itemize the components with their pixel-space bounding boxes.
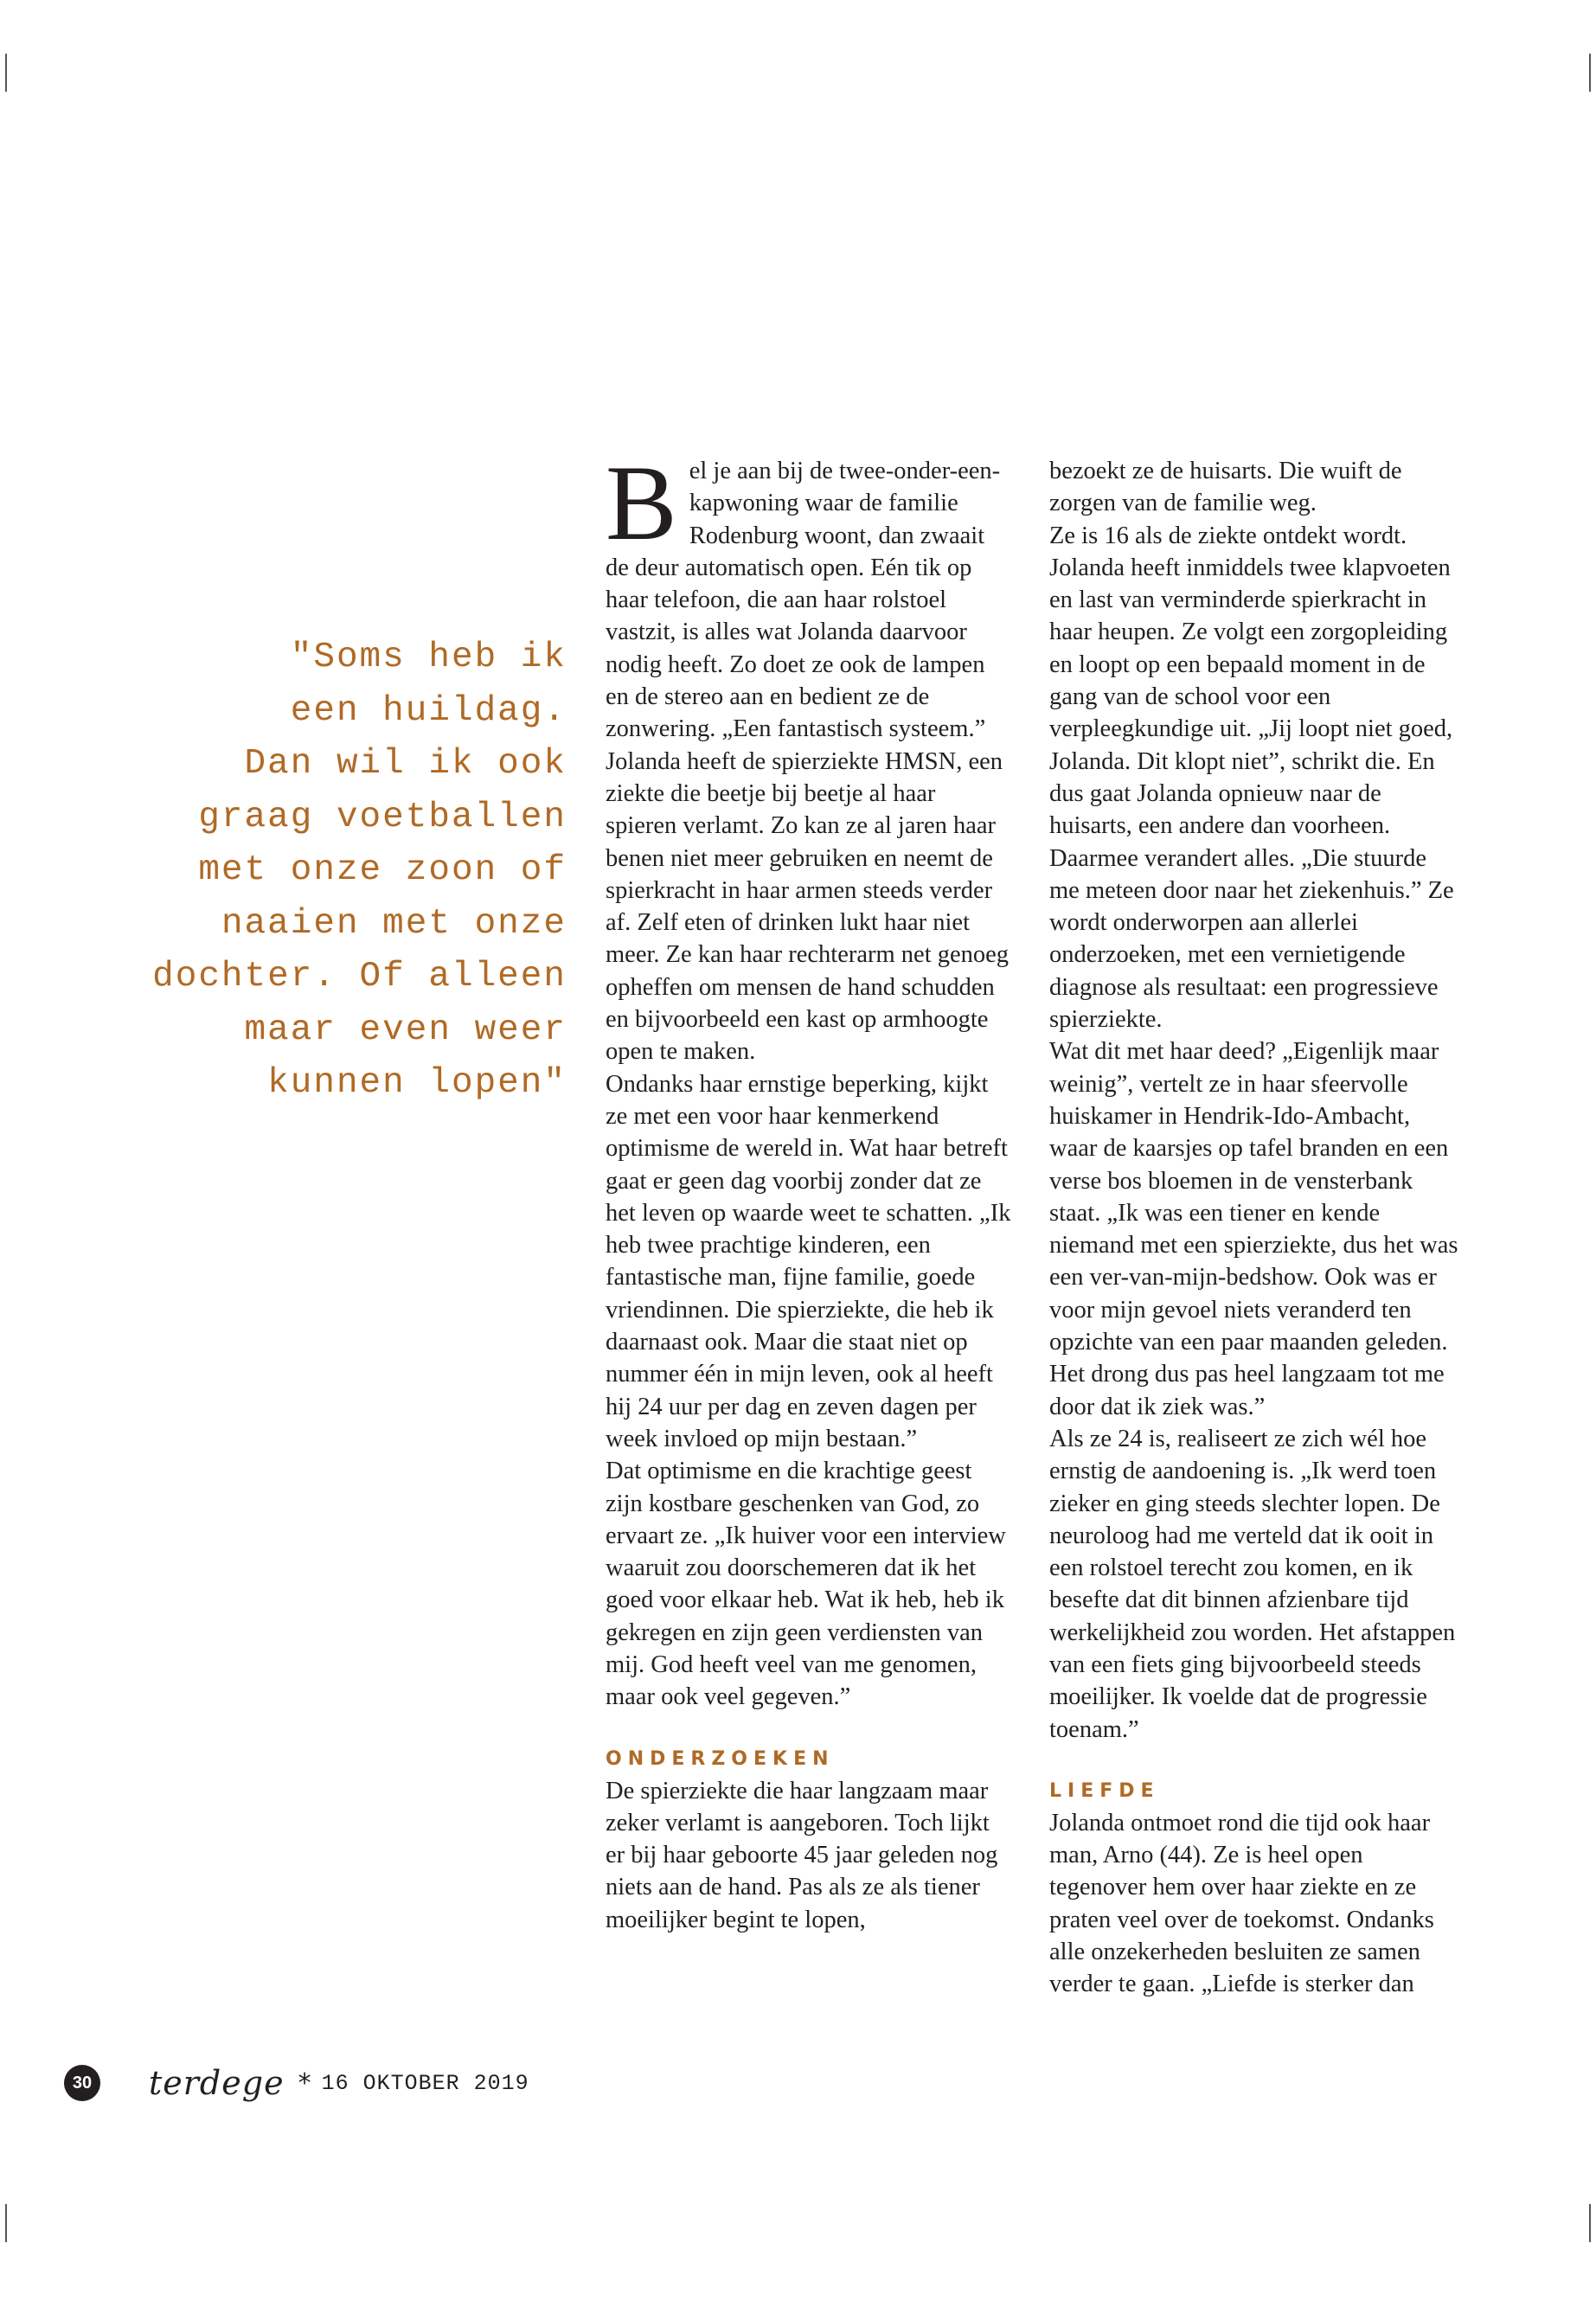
pull-quote-line: naaien met onze <box>221 903 567 944</box>
intro-paragraph <box>606 444 1012 1068</box>
drop-cap: B <box>606 444 677 562</box>
section-heading-onderzoeken: ONDERZOEKEN <box>606 1747 835 1770</box>
pull-quote-line: een huildag. <box>290 690 567 731</box>
body-paragraph: Wat dit met haar deed? „Eigenlijk maar weinig”, vertelt ze in haar sfeervolle huiskamer in Hendrik-Ido-Ambacht, waar de kaarsjes op tafel branden en een verse bos bloemen in de vensterbank staat. „Ik was een tiener en kende niemand met een spierziekte, dus het was een ver-van-mijn-bedshow. Ook was er voor mijn gevoel niets veranderd ten opzichte van een paar maanden geleden. Het drong dus pas heel langzaam tot me door dat ik ziek was.” <box>1049 1038 1458 1420</box>
body-paragraph: Ze is 16 als de ziekte ontdekt wordt. Jolanda heeft inmiddels twee klapvoeten en last van verminderde spierkracht in haar heupen. Ze volgt een zorgopleiding en loopt op een bepaald moment in de gang van de school voor een verpleegkundige uit. „Jij loopt niet goed, Jolanda. Dit klopt niet”, schrikt die. En dus gaat Jolanda opnieuw naar de huisarts, een andere dan voorheen. Daarmee verandert alles. „Die stuurde me meteen door naar het ziekenhuis.” Ze wordt onderworpen aan allerlei onderzoeken, met een vernietigende diagnose als resultaat: een progressieve spierziekte. <box>1049 522 1454 1034</box>
intro-text: el je aan bij de twee-onder-een-kapwoning waar de familie Rodenburg woont, dan zwaait de deur automatisch open. Eén tik op haar telefoon, die aan haar rolstoel vastzit, is alles wat Jolanda daarvoor nodig heeft. Zo doet ze ook de lampen en de stereo aan en bedient ze de zonwering. „Een fantastisch systeem.” Jolanda heeft de spierziekte HMSN, een ziekte die beetje bij beetje al haar spieren verlamt. Zo kan ze al jaren haar benen niet meer gebruiken en neemt de spierkracht in haar armen steeds verder af. Zelf eten of drinken lukt haar niet meer. Ze kan haar rechterarm net genoeg opheffen om mensen de hand schudden en bijvoorbeeld een kast op armhoogte open te maken. <box>606 458 1010 1066</box>
pull-quote <box>130 631 567 1111</box>
section-heading-liefde: LIEFDE <box>1049 1779 1160 1802</box>
pull-quote-line: graag voetballen <box>198 797 567 837</box>
page-footer <box>64 2061 529 2105</box>
body-paragraph: bezoekt ze de huisarts. Die wuift de zorgen van de familie weg. <box>1049 458 1402 517</box>
pull-quote-line: Dan wil ik ook <box>244 744 567 784</box>
crop-mark-top-right <box>1589 54 1591 92</box>
pull-quote-line: kunnen lopen" <box>267 1063 567 1103</box>
article-column-1 <box>606 444 1012 1936</box>
body-paragraph: Jolanda ontmoet rond die tijd ook haar man, Arno (44). Ze is heel open tegenover hem over haar ziekte en ze praten veel over de toekomst. Ondanks alle onzekerheden besluiten ze samen verder te gaan. „Liefde is sterker dan <box>1049 1809 1434 1998</box>
pull-quote-line: met onze zoon of <box>198 850 567 890</box>
pull-quote-line: maar even weer <box>244 1009 567 1050</box>
crop-mark-bottom-right <box>1589 2204 1591 2242</box>
crop-mark-bottom-left <box>5 2204 7 2242</box>
pull-quote-line: "Soms heb ik <box>290 638 567 677</box>
page-number-badge: 30 <box>64 2065 100 2101</box>
crop-mark-top-left <box>5 54 7 92</box>
brand-logo: terdege <box>149 2064 285 2102</box>
body-paragraph: Als ze 24 is, realiseert ze zich wél hoe ernstig de aandoening is. „Ik werd toen zieker en ging steeds slechter lopen. De neuroloog had me verteld dat ik ooit in een rolstoel terecht zou komen, en ik besefte dat dit binnen afzienbare tijd werkelijkheid zou worden. Het afstappen van een fiets ging bijvoorbeeld steeds moeilijker. Ik voelde dat de progressie toenam.” <box>1049 1425 1456 1743</box>
article-column-2 <box>1049 455 1460 2001</box>
body-paragraph: De spierziekte die haar langzaam maar zeker verlamt is aangeboren. Toch lijkt er bij haar geboorte 45 jaar geleden nog niets aan de hand. Pas als ze als tiener moeilijker begint te lopen, <box>606 1777 998 1933</box>
asterisk-separator-icon: * <box>298 2067 311 2099</box>
body-paragraph: Dat optimisme en die krachtige geest zijn kostbare geschenken van God, zo ervaart ze. „Ik huiver voor een interview waaruit zou doorschemeren dat ik het goed voor elkaar heb. Wat ik heb, heb ik gekregen en zijn geen verdiensten van mij. God heeft veel van me genomen, maar ook veel gegeven.” <box>606 1458 1006 1711</box>
pull-quote-line: dochter. Of alleen <box>152 957 567 997</box>
issue-date: 16 OKTOBER 2019 <box>321 2070 529 2096</box>
body-paragraph: Ondanks haar ernstige beperking, kijkt ze met een voor haar kenmerkend optimisme de wereld in. Wat haar betreft gaat er geen dag voorbij zonder dat ze het leven op waarde weet te schatten. „Ik heb twee prachtige kinderen, een fantastische man, fijne familie, goede vriendinnen. Die spierziekte, die heb ik daarnaast ook. Maar die staat niet op nummer één in mijn leven, ook al heeft hij 24 uur per dag en zeven dagen per week invloed op mijn bestaan.” <box>606 1070 1011 1452</box>
